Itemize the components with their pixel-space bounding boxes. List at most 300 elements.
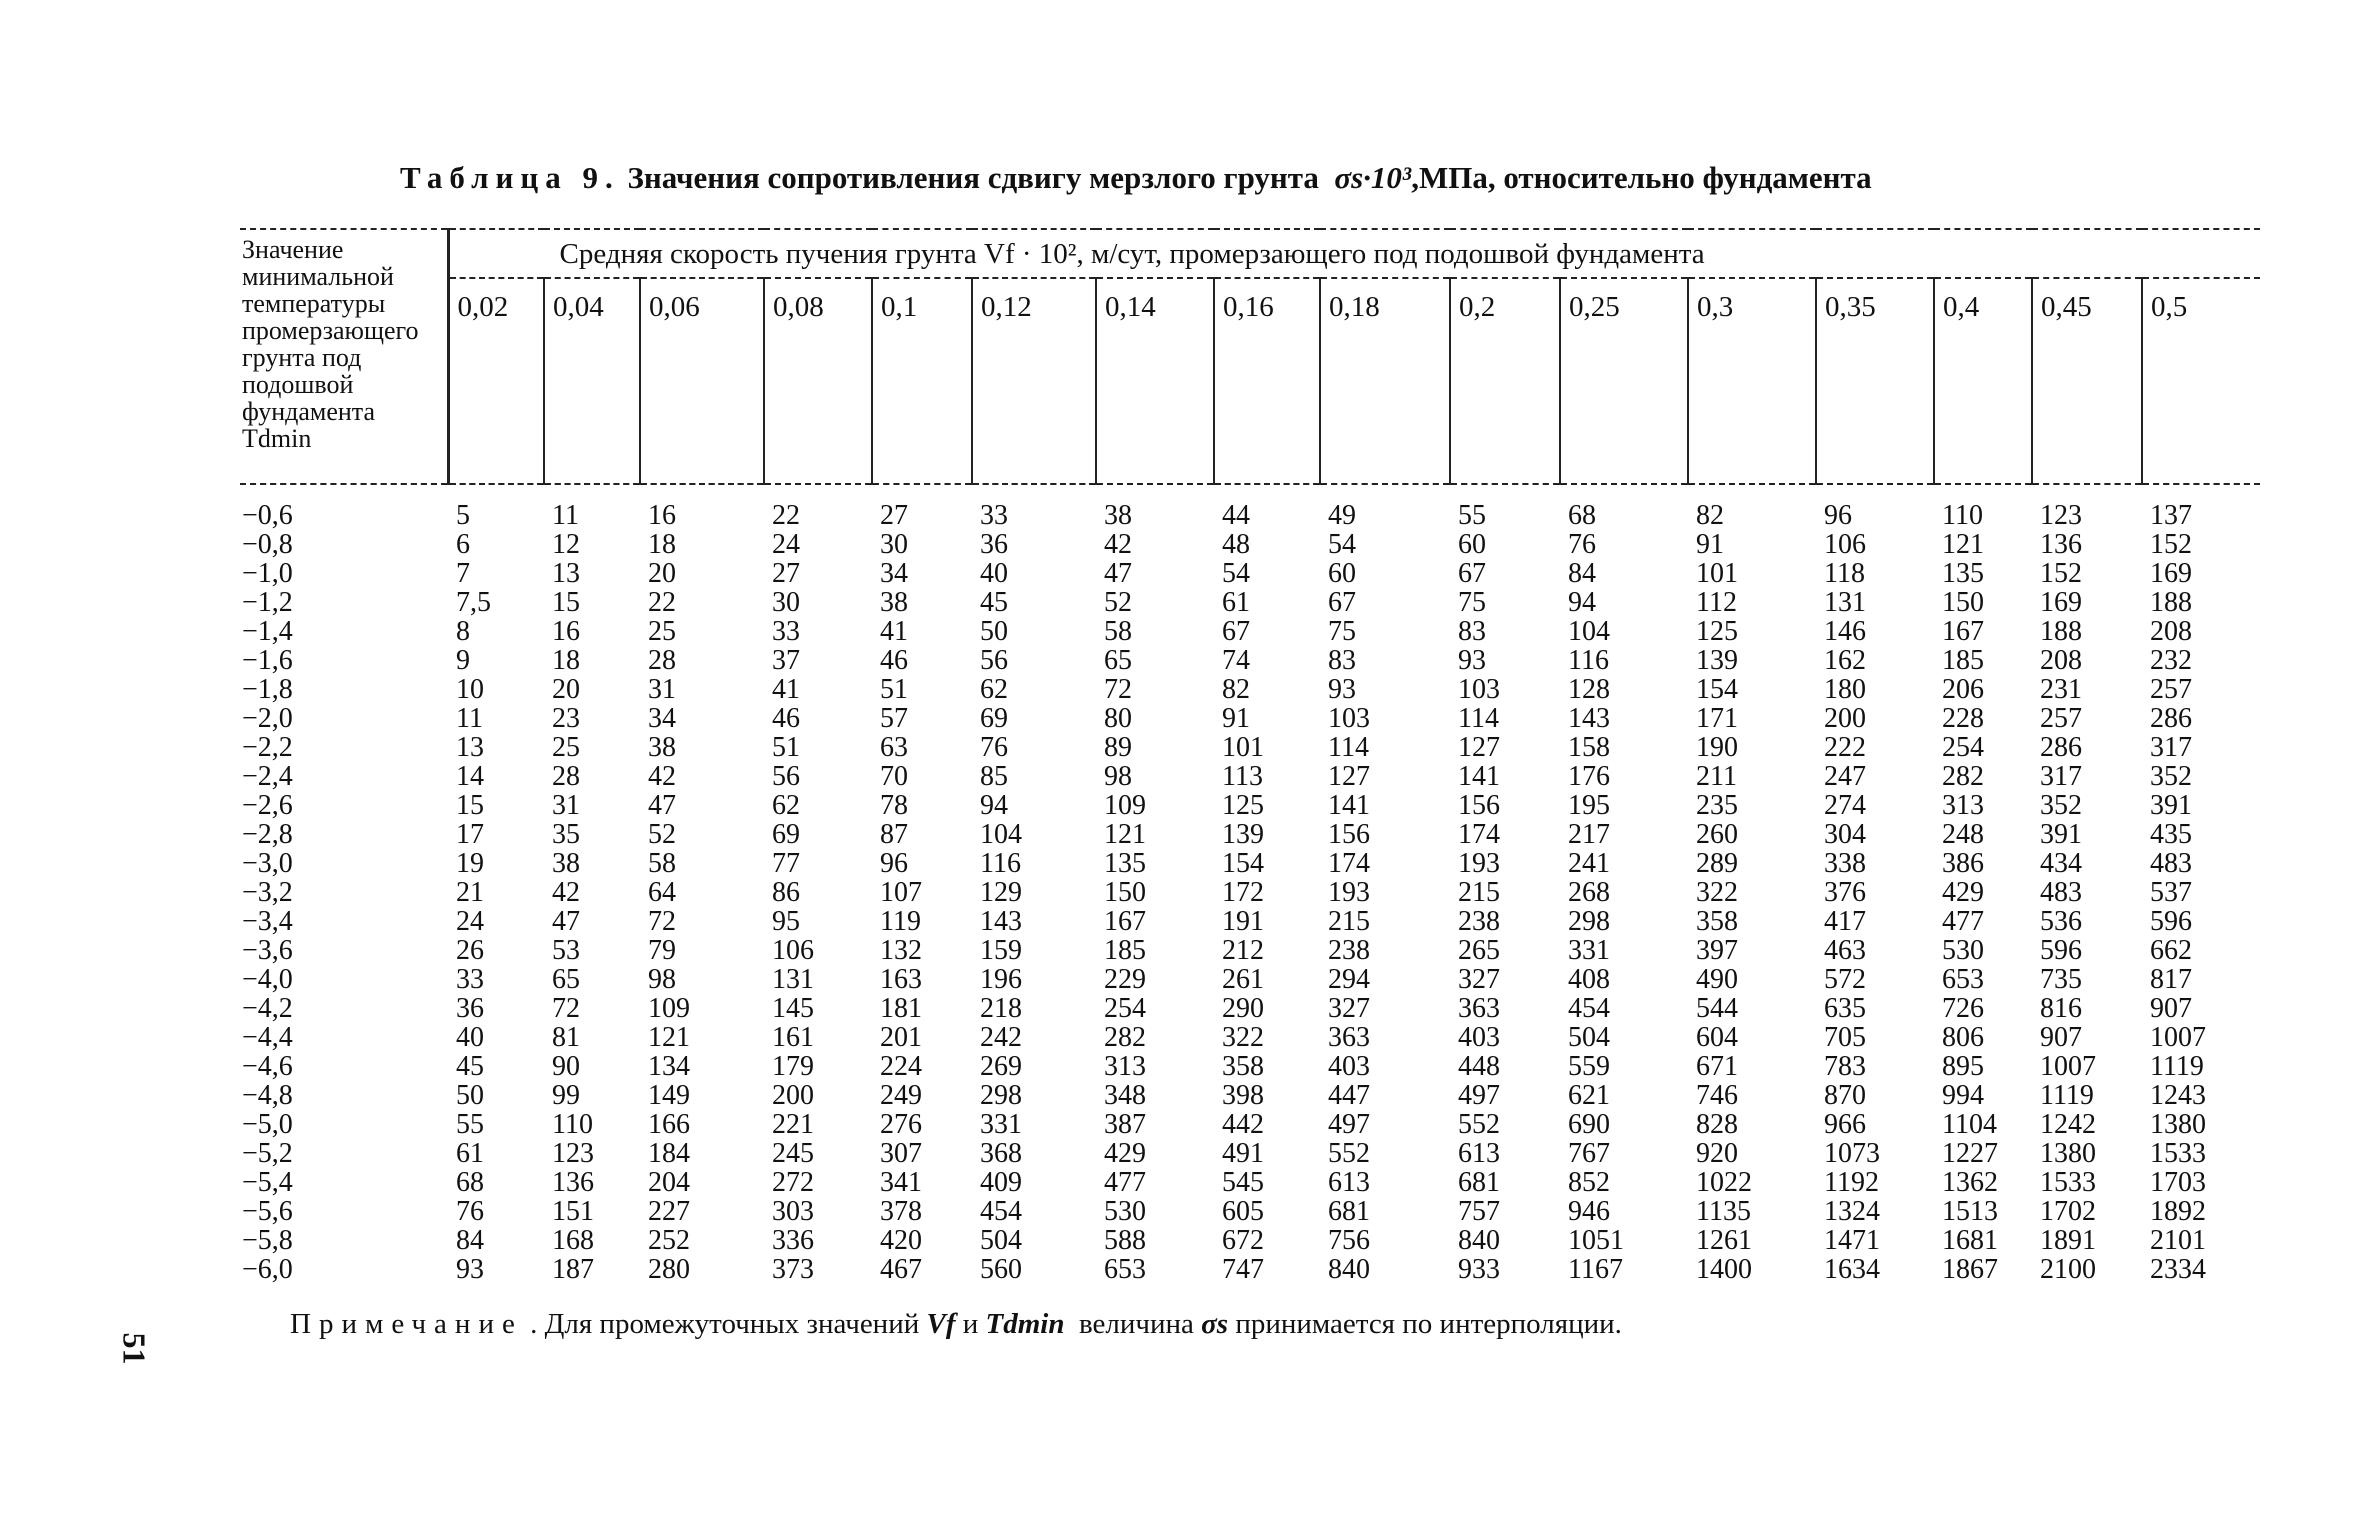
value-cell: 767 (1568, 1138, 1610, 1169)
value-cell: 85 (980, 761, 1008, 792)
value-cell: 257 (2150, 674, 2192, 705)
table-row (240, 617, 2260, 646)
value-cell: 84 (456, 1225, 484, 1256)
value-cell: 447 (1328, 1080, 1370, 1111)
value-cell: 227 (648, 1196, 690, 1227)
value-cell: 46 (880, 645, 908, 676)
value-cell: 40 (980, 558, 1008, 589)
value-cell: 398 (1222, 1080, 1264, 1111)
value-cell: 72 (552, 993, 580, 1024)
value-cell: 15 (552, 587, 580, 618)
value-cell: 218 (980, 993, 1022, 1024)
value-cell: 84 (1568, 558, 1596, 589)
value-cell: 72 (1104, 674, 1132, 705)
column-header: 0,25 (1560, 278, 1688, 484)
value-cell: 174 (1458, 819, 1500, 850)
value-cell: 391 (2150, 790, 2192, 821)
value-cell: 946 (1568, 1196, 1610, 1227)
value-cell: 90 (552, 1051, 580, 1082)
value-cell: 123 (552, 1138, 594, 1169)
value-cell: 125 (1696, 616, 1738, 647)
value-cell: 38 (880, 587, 908, 618)
column-header: 0,5 (2142, 278, 2260, 484)
value-cell: 215 (1458, 877, 1500, 908)
value-cell: 1119 (2150, 1051, 2204, 1082)
value-cell: 572 (1824, 964, 1866, 995)
value-cell: 69 (980, 703, 1008, 734)
value-cell: 62 (772, 790, 800, 821)
temperature-cell: −0,8 (242, 529, 293, 560)
value-cell: 68 (1568, 500, 1596, 531)
value-cell: 303 (772, 1196, 814, 1227)
value-cell: 409 (980, 1167, 1022, 1198)
value-cell: 2100 (2040, 1254, 2096, 1285)
value-cell: 322 (1222, 1022, 1264, 1053)
temperature-cell: −5,2 (242, 1138, 293, 1169)
value-cell: 101 (1696, 558, 1738, 589)
value-cell: 254 (1104, 993, 1146, 1024)
value-cell: 307 (880, 1138, 922, 1169)
value-cell: 87 (880, 819, 908, 850)
value-cell: 386 (1942, 848, 1984, 879)
temperature-cell: −2,6 (242, 790, 293, 821)
value-cell: 114 (1328, 732, 1369, 763)
value-cell: 756 (1328, 1225, 1370, 1256)
column-header: 0,2 (1450, 278, 1560, 484)
value-cell: 180 (1824, 674, 1866, 705)
value-cell: 103 (1458, 674, 1500, 705)
value-cell: 907 (2150, 993, 2192, 1024)
value-cell: 89 (1104, 732, 1132, 763)
value-cell: 46 (772, 703, 800, 734)
value-cell: 1007 (2040, 1051, 2096, 1082)
value-cell: 530 (1104, 1196, 1146, 1227)
value-cell: 158 (1568, 732, 1610, 763)
value-cell: 1400 (1696, 1254, 1752, 1285)
value-cell: 143 (1568, 703, 1610, 734)
value-cell: 193 (1328, 877, 1370, 908)
value-cell: 16 (552, 616, 580, 647)
value-cell: 56 (772, 761, 800, 792)
value-cell: 552 (1458, 1109, 1500, 1140)
value-cell: 162 (1824, 645, 1866, 676)
value-cell: 280 (648, 1254, 690, 1285)
value-cell: 483 (2150, 848, 2192, 879)
value-cell: 152 (2040, 558, 2082, 589)
value-cell: 341 (880, 1167, 922, 1198)
value-cell: 151 (552, 1196, 594, 1227)
value-cell: 45 (980, 587, 1008, 618)
value-cell: 11 (552, 500, 579, 531)
value-cell: 28 (648, 645, 676, 676)
table-row (240, 704, 2260, 733)
table-row (240, 646, 2260, 675)
value-cell: 662 (2150, 935, 2192, 966)
value-cell: 10 (456, 674, 484, 705)
value-cell: 13 (456, 732, 484, 763)
value-cell: 1227 (1942, 1138, 1998, 1169)
value-cell: 74 (1222, 645, 1250, 676)
value-cell: 327 (1458, 964, 1500, 995)
value-cell: 136 (2040, 529, 2082, 560)
value-cell: 78 (880, 790, 908, 821)
value-cell: 67 (1328, 587, 1356, 618)
temperature-cell: −1,0 (242, 558, 293, 589)
value-cell: 920 (1696, 1138, 1738, 1169)
value-cell: 200 (1824, 703, 1866, 734)
value-cell: 545 (1222, 1167, 1264, 1198)
value-cell: 391 (2040, 819, 2082, 850)
value-cell: 1242 (2040, 1109, 2096, 1140)
table-row (240, 1110, 2260, 1139)
value-cell: 376 (1824, 877, 1866, 908)
value-cell: 5 (456, 500, 470, 531)
value-cell: 653 (1104, 1254, 1146, 1285)
value-cell: 36 (980, 529, 1008, 560)
value-cell: 143 (980, 906, 1022, 937)
value-cell: 397 (1696, 935, 1738, 966)
value-cell: 242 (980, 1022, 1022, 1053)
temperature-cell: −1,8 (242, 674, 293, 705)
header-row-columns (240, 278, 2260, 484)
value-cell: 605 (1222, 1196, 1264, 1227)
value-cell: 429 (1104, 1138, 1146, 1169)
value-cell: 110 (1942, 500, 1983, 531)
value-cell: 1634 (1824, 1254, 1880, 1285)
value-cell: 58 (1104, 616, 1132, 647)
value-cell: 294 (1328, 964, 1370, 995)
value-cell: 34 (880, 558, 908, 589)
value-cell: 7 (456, 558, 470, 589)
value-cell: 290 (1222, 993, 1264, 1024)
value-cell: 54 (1222, 558, 1250, 589)
value-cell: 103 (1328, 703, 1370, 734)
value-cell: 852 (1568, 1167, 1610, 1198)
value-cell: 477 (1942, 906, 1984, 937)
value-cell: 467 (880, 1254, 922, 1285)
value-cell: 134 (648, 1051, 690, 1082)
value-cell: 67 (1222, 616, 1250, 647)
note-label: Примечание (290, 1308, 523, 1340)
value-cell: 1051 (1568, 1225, 1624, 1256)
value-cell: 52 (648, 819, 676, 850)
value-cell: 2334 (2150, 1254, 2206, 1285)
value-cell: 56 (980, 645, 1008, 676)
note-symbol-tdmin: Tdmin (985, 1308, 1065, 1340)
value-cell: 25 (552, 732, 580, 763)
value-cell: 27 (880, 500, 908, 531)
value-cell: 50 (980, 616, 1008, 647)
column-header: 0,12 (972, 278, 1096, 484)
value-cell: 121 (1104, 819, 1146, 850)
value-cell: 282 (1942, 761, 1984, 792)
value-cell: 348 (1104, 1080, 1146, 1111)
value-cell: 128 (1568, 674, 1610, 705)
table-row (240, 530, 2260, 559)
value-cell: 166 (648, 1109, 690, 1140)
value-cell: 331 (1568, 935, 1610, 966)
value-cell: 735 (2040, 964, 2082, 995)
temperature-cell: −0,6 (242, 500, 293, 531)
value-cell: 317 (2040, 761, 2082, 792)
value-cell: 1362 (1942, 1167, 1998, 1198)
value-cell: 966 (1824, 1109, 1866, 1140)
value-cell: 154 (1696, 674, 1738, 705)
table-row (240, 588, 2260, 617)
value-cell: 286 (2040, 732, 2082, 763)
value-cell: 201 (880, 1022, 922, 1053)
temperature-cell: −4,0 (242, 964, 293, 995)
value-cell: 52 (1104, 587, 1132, 618)
value-cell: 448 (1458, 1051, 1500, 1082)
value-cell: 33 (456, 964, 484, 995)
value-cell: 64 (648, 877, 676, 908)
value-cell: 358 (1696, 906, 1738, 937)
value-cell: 188 (2040, 616, 2082, 647)
table-row (240, 762, 2260, 791)
value-cell: 136 (552, 1167, 594, 1198)
value-cell: 870 (1824, 1080, 1866, 1111)
value-cell: 238 (1328, 935, 1370, 966)
value-cell: 83 (1458, 616, 1486, 647)
value-cell: 174 (1328, 848, 1370, 879)
value-cell: 123 (2040, 500, 2082, 531)
value-cell: 559 (1568, 1051, 1610, 1082)
value-cell: 24 (772, 529, 800, 560)
note-and: и (962, 1308, 979, 1340)
value-cell: 76 (980, 732, 1008, 763)
value-cell: 24 (456, 906, 484, 937)
value-cell: 403 (1458, 1022, 1500, 1053)
value-cell: 8 (456, 616, 470, 647)
value-cell: 806 (1942, 1022, 1984, 1053)
value-cell: 1073 (1824, 1138, 1880, 1169)
column-header: 0,04 (544, 278, 640, 484)
value-cell: 11 (456, 703, 483, 734)
value-cell: 18 (648, 529, 676, 560)
value-cell: 195 (1568, 790, 1610, 821)
value-cell: 1380 (2150, 1109, 2206, 1140)
value-cell: 129 (980, 877, 1022, 908)
caption-text: Значения сопротивления сдвигу мерзлого грунта (627, 160, 1319, 195)
value-cell: 34 (648, 703, 676, 734)
table-row (240, 484, 2260, 530)
value-cell: 994 (1942, 1080, 1984, 1111)
value-cell: 161 (772, 1022, 814, 1053)
value-cell: 269 (980, 1051, 1022, 1082)
value-cell: 336 (772, 1225, 814, 1256)
value-cell: 265 (1458, 935, 1500, 966)
column-header: 0,08 (764, 278, 872, 484)
value-cell: 75 (1328, 616, 1356, 647)
table-row (240, 878, 2260, 907)
value-cell: 41 (880, 616, 908, 647)
column-header: 0,45 (2032, 278, 2142, 484)
temperature-cell: −3,0 (242, 848, 293, 879)
value-cell: 1167 (1568, 1254, 1623, 1285)
value-cell: 156 (1458, 790, 1500, 821)
value-cell: 172 (1222, 877, 1264, 908)
value-cell: 490 (1696, 964, 1738, 995)
value-cell: 653 (1942, 964, 1984, 995)
column-header: 0,35 (1816, 278, 1934, 484)
value-cell: 167 (1104, 906, 1146, 937)
temperature-cell: −4,8 (242, 1080, 293, 1111)
value-cell: 260 (1696, 819, 1738, 850)
value-cell: 1135 (1696, 1196, 1751, 1227)
value-cell: 840 (1458, 1225, 1500, 1256)
value-cell: 257 (2040, 703, 2082, 734)
value-cell: 95 (772, 906, 800, 937)
value-cell: 7,5 (456, 587, 491, 618)
value-cell: 304 (1824, 819, 1866, 850)
value-cell: 1703 (2150, 1167, 2206, 1198)
column-header: 0,1 (872, 278, 972, 484)
value-cell: 408 (1568, 964, 1610, 995)
value-cell: 38 (1104, 500, 1132, 531)
value-cell: 135 (1942, 558, 1984, 589)
value-cell: 20 (552, 674, 580, 705)
value-cell: 139 (1696, 645, 1738, 676)
value-cell: 150 (1942, 587, 1984, 618)
value-cell: 149 (648, 1080, 690, 1111)
value-cell: 127 (1328, 761, 1370, 792)
value-cell: 80 (1104, 703, 1132, 734)
value-cell: 12 (552, 529, 580, 560)
value-cell: 604 (1696, 1022, 1738, 1053)
table-body (240, 484, 2260, 1284)
value-cell: 114 (1458, 703, 1499, 734)
value-cell: 94 (980, 790, 1008, 821)
table-row (240, 1081, 2260, 1110)
value-cell: 42 (648, 761, 676, 792)
value-cell: 221 (772, 1109, 814, 1140)
note-tail: принимается по интерполяции. (1235, 1308, 1622, 1340)
value-cell: 1867 (1942, 1254, 1998, 1285)
value-cell: 179 (772, 1051, 814, 1082)
value-cell: 491 (1222, 1138, 1264, 1169)
temperature-cell: −2,2 (242, 732, 293, 763)
value-cell: 22 (648, 587, 676, 618)
value-cell: 36 (456, 993, 484, 1024)
value-cell: 435 (2150, 819, 2192, 850)
value-cell: 1243 (2150, 1080, 2206, 1111)
value-cell: 65 (552, 964, 580, 995)
value-cell: 61 (456, 1138, 484, 1169)
value-cell: 536 (2040, 906, 2082, 937)
value-cell: 58 (648, 848, 676, 879)
value-cell: 204 (648, 1167, 690, 1198)
value-cell: 544 (1696, 993, 1738, 1024)
value-cell: 86 (772, 877, 800, 908)
value-cell: 169 (2040, 587, 2082, 618)
value-cell: 420 (880, 1225, 922, 1256)
value-cell: 55 (1458, 500, 1486, 531)
value-cell: 530 (1942, 935, 1984, 966)
value-cell: 104 (1568, 616, 1610, 647)
value-cell: 93 (1328, 674, 1356, 705)
value-cell: 726 (1942, 993, 1984, 1024)
value-cell: 907 (2040, 1022, 2082, 1053)
value-cell: 1533 (2150, 1138, 2206, 1169)
temperature-cell: −6,0 (242, 1254, 293, 1285)
table-row (240, 849, 2260, 878)
value-cell: 35 (552, 819, 580, 850)
value-cell: 159 (980, 935, 1022, 966)
value-cell: 276 (880, 1109, 922, 1140)
value-cell: 145 (772, 993, 814, 1024)
value-cell: 42 (1104, 529, 1132, 560)
value-cell: 21 (456, 877, 484, 908)
shear-resistance-table (240, 228, 2260, 1284)
value-cell: 403 (1328, 1051, 1370, 1082)
value-cell: 331 (980, 1109, 1022, 1140)
value-cell: 272 (772, 1167, 814, 1198)
temperature-cell: −4,6 (242, 1051, 293, 1082)
value-cell: 241 (1568, 848, 1610, 879)
value-cell: 200 (772, 1080, 814, 1111)
value-cell: 70 (880, 761, 908, 792)
table-row (240, 965, 2260, 994)
value-cell: 91 (1222, 703, 1250, 734)
value-cell: 26 (456, 935, 484, 966)
value-cell: 47 (1104, 558, 1132, 589)
value-cell: 176 (1568, 761, 1610, 792)
value-cell: 1022 (1696, 1167, 1752, 1198)
value-cell: 169 (2150, 558, 2192, 589)
value-cell: 19 (456, 848, 484, 879)
column-header: 0,02 (448, 278, 544, 484)
value-cell: 187 (552, 1254, 594, 1285)
value-cell: 208 (2150, 616, 2192, 647)
value-cell: 248 (1942, 819, 1984, 850)
value-cell: 106 (772, 935, 814, 966)
value-cell: 184 (648, 1138, 690, 1169)
value-cell: 17 (456, 819, 484, 850)
temperature-cell: −4,2 (242, 993, 293, 1024)
value-cell: 60 (1458, 529, 1486, 560)
value-cell: 82 (1222, 674, 1250, 705)
value-cell: 454 (980, 1196, 1022, 1227)
value-cell: 49 (1328, 500, 1356, 531)
value-cell: 247 (1824, 761, 1866, 792)
value-cell: 497 (1458, 1080, 1500, 1111)
value-cell: 747 (1222, 1254, 1264, 1285)
value-cell: 131 (1824, 587, 1866, 618)
value-cell: 828 (1696, 1109, 1738, 1140)
value-cell: 286 (2150, 703, 2192, 734)
value-cell: 98 (1104, 761, 1132, 792)
value-cell: 60 (1328, 558, 1356, 589)
value-cell: 93 (456, 1254, 484, 1285)
header-row-group (240, 229, 2260, 278)
temperature-cell: −3,6 (242, 935, 293, 966)
temperature-cell: −3,4 (242, 906, 293, 937)
value-cell: 613 (1328, 1167, 1370, 1198)
value-cell: 22 (772, 500, 800, 531)
value-cell: 373 (772, 1254, 814, 1285)
value-cell: 783 (1824, 1051, 1866, 1082)
value-cell: 185 (1104, 935, 1146, 966)
value-cell: 116 (1568, 645, 1609, 676)
value-cell: 30 (880, 529, 908, 560)
value-cell: 33 (772, 616, 800, 647)
value-cell: 816 (2040, 993, 2082, 1024)
value-cell: 44 (1222, 500, 1250, 531)
value-cell: 167 (1942, 616, 1984, 647)
temperature-cell: −1,2 (242, 587, 293, 618)
value-cell: 171 (1696, 703, 1738, 734)
